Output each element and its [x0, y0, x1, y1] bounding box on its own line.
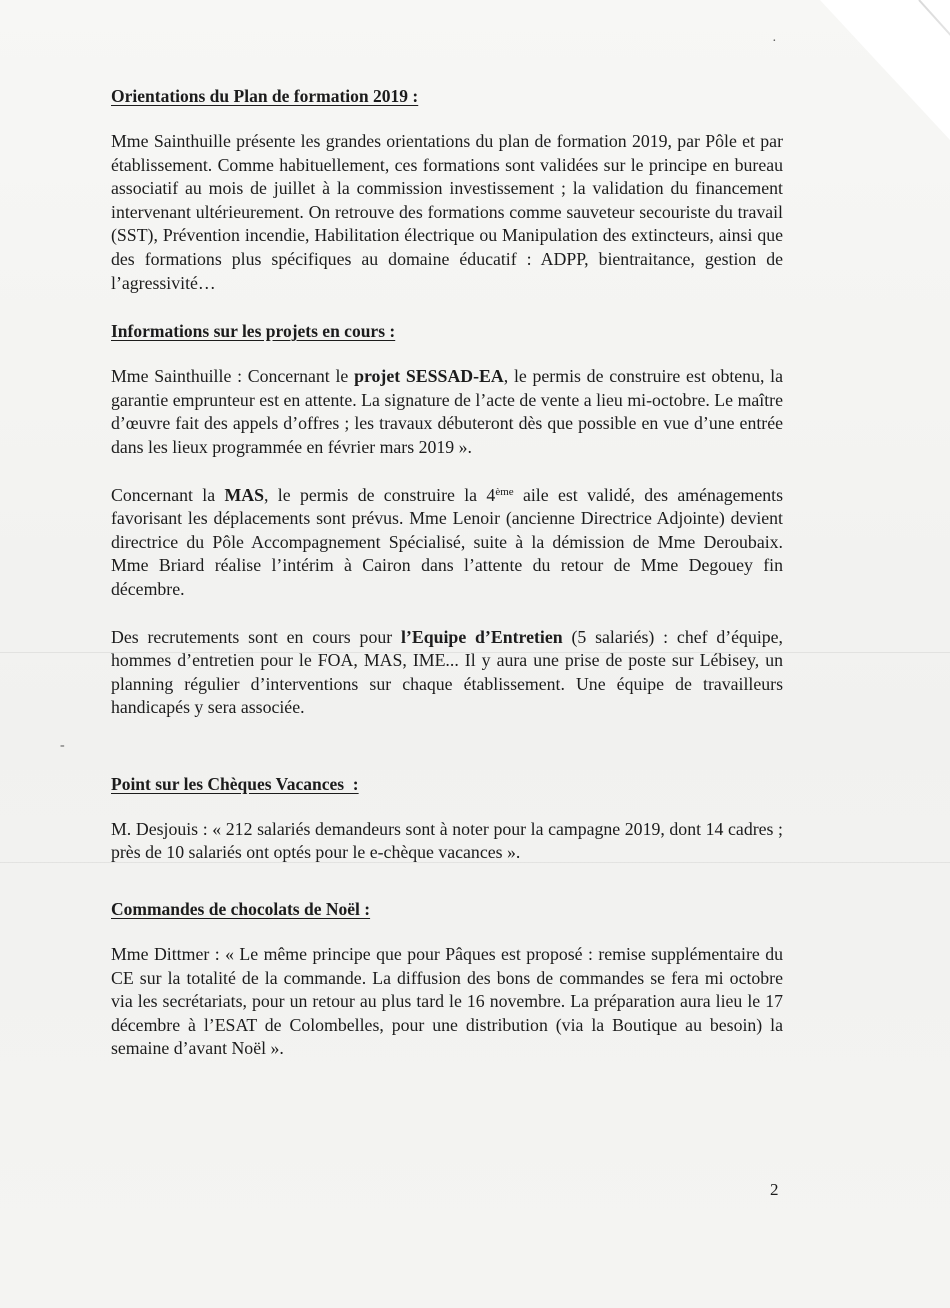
page-number: 2 — [770, 1180, 779, 1199]
text: Mme Sainthuille : Concernant le — [111, 366, 355, 387]
heading-cheques: Point sur les Chèques Vacances : — [111, 773, 359, 794]
heading-projets: Informations sur les projets en cours : — [111, 321, 396, 342]
project-name: projet SESSAD-EA — [354, 366, 504, 387]
paragraph-sessad — [111, 365, 783, 459]
paragraph-formation: Mme Sainthuille présente les grandes orientations du plan de formation 2019, par Pôle et par établissement. Comme habituellement, ces formations sont validées sur le principe en bureau associatif au mois de juillet à la commission investissement ; la validation du financement intervenant ultérieurement. On retrouve des formations comme sauveteur secouriste du travail (SST), Prévention incendie, Habilitation électrique ou Manipulation des extincteurs, ainsi que des formations plus spécifiques au domaine éducatif : ADPP, bientraitance, gestion de l’agressivité… — [111, 131, 783, 293]
text: , le permis de construire la 4 — [264, 484, 496, 505]
paragraph-chocolats: Mme Dittmer : « Le même principe que pour Pâques est proposé : remise supplémentaire du CE sur la totalité de la commande. La diffusion des bons de commandes se fera mi octobre via les secrétariats, pour un retour au plus tard le 16 novembre. La préparation aura lieu le 17 décembre à l’ESAT de Colombelles, pour une distribution (via la Boutique au besoin) la semaine d’avant Noël ». — [111, 944, 783, 1059]
paragraph-entretien — [111, 626, 783, 720]
scan-speck: - — [60, 738, 65, 753]
project-name: MAS — [224, 484, 264, 505]
text: aile est validé, des aménagements favorisant les déplacements sont prévus. Mme Lenoir (ancienne Directrice Adjointe) devient directrice du Pôle Accompagnement Spécialisé, suite à la démission de Mme Deroubaix. Mme Briard réalise l’intérim à Cairon dans l’attente du retour de Mme Degouey fin décembre. — [111, 484, 783, 599]
scan-speck: · — [772, 34, 777, 49]
text: Concernant la — [111, 484, 225, 505]
document-body — [111, 84, 783, 1061]
paragraph-cheques: M. Desjouis : « 212 salariés demandeurs sont à noter pour la campagne 2019, dont 14 cadres ; près de 10 salariés ont optés pour le e-chèque vacances ». — [111, 818, 783, 863]
heading-formation: Orientations du Plan de formation 2019 : — [111, 86, 419, 106]
folded-corner — [820, 0, 950, 140]
text: Des recrutements sont en cours pour — [111, 626, 401, 647]
team-name: l’Equipe d’Entretien — [400, 626, 563, 647]
heading-chocolats: Commandes de chocolats de Noël : — [111, 899, 371, 920]
text: (5 salariés) : chef d’équipe, hommes d’entretien pour le FOA, MAS, IME... Il y aura une prise de poste sur Lébisey, un planning régulier d’interventions sur chaque établissement. Une équipe de travailleurs handicapés y sera associée. — [111, 626, 784, 718]
ordinal-suffix: ème — [495, 485, 514, 498]
text: , le permis de construire est obtenu, la garantie emprunteur est en attente. La signature de l’acte de vente a lieu mi-octobre. Le maître d’œuvre fait des appels d’offres ; les travaux débuteront dès que possible en vue d’une entrée dans les lieux programmée en février mars 2019 ». — [111, 366, 783, 457]
paragraph-mas — [111, 484, 783, 602]
